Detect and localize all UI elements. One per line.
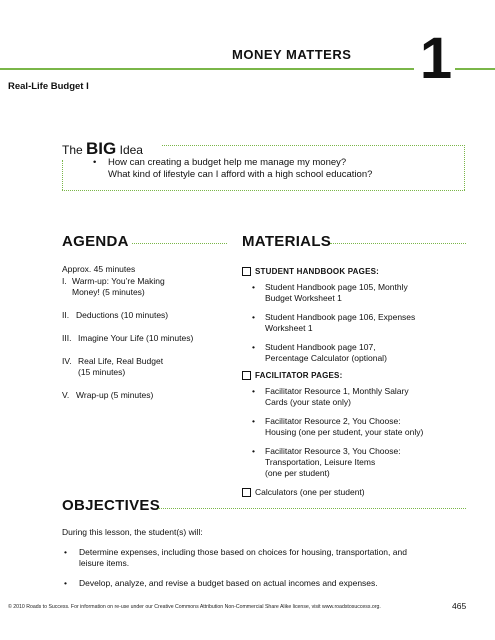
materials-group-calculators [242,487,482,498]
big-idea-border-bottom [62,190,465,191]
materials-item-line: Student Handbook page 105, Monthly [265,282,408,292]
objective-item [62,578,482,589]
bullet-icon: • [252,386,255,396]
agenda-item-line: Warm-up: You’re Making [72,276,165,286]
big-idea-border-left [62,160,63,190]
checkbox-icon [242,488,251,497]
bullet-icon: • [252,446,255,456]
materials-item [242,446,482,479]
materials-item [242,386,482,408]
checkbox-icon [242,267,251,276]
objectives-rule [158,508,466,509]
bullet-icon: • [64,578,67,588]
materials-item-line: (one per student) [265,468,330,478]
big-idea-big: BIG [86,139,117,158]
bullet-icon: • [252,416,255,426]
materials-item-line: Student Handbook page 106, Expenses [265,312,416,322]
materials-item-line: Student Handbook page 107, [265,342,376,352]
agenda-item-number: III. [62,333,72,343]
materials-group-title: STUDENT HANDBOOK PAGES: [255,267,380,276]
materials-item-line: Budget Worksheet 1 [265,293,342,303]
materials-item [242,312,482,334]
agenda-item-number: II. [62,310,70,320]
bullet-icon: • [64,547,67,557]
big-idea-border-right [464,145,465,190]
agenda-item [62,356,232,378]
agenda-item-line: Wrap-up (5 minutes) [76,390,154,400]
materials-item [242,342,482,364]
objectives-intro: During this lesson, the student(s) will: [62,527,203,537]
page-number: 465 [452,601,467,611]
unit-title: MONEY MATTERS [232,47,352,62]
header-rule [0,68,414,70]
agenda-item-line: Money! (5 minutes) [72,287,145,297]
big-idea-border-top [162,145,465,146]
big-idea-line: What kind of lifestyle can I afford with a high school education? [108,169,373,180]
materials-item [242,282,482,304]
materials-item-line: Transportation, Leisure Items [265,457,376,467]
objective-line: Determine expenses, including those based on choices for housing, transportation, and [79,547,407,557]
agenda-item [62,310,232,321]
materials-item-line: Facilitator Resource 1, Monthly Salary [265,386,409,396]
header-rule-right [455,68,495,70]
materials-group-facilitator [242,370,482,381]
materials-calculators: Calculators (one per student) [255,487,365,497]
objective-item [62,547,482,569]
agenda-item [62,390,232,401]
agenda-heading: AGENDA [62,233,129,250]
big-idea-prefix: The [62,143,83,157]
materials-item-line: Worksheet 1 [265,323,313,333]
materials-rule [330,243,466,244]
bullet-icon: • [252,282,255,292]
lesson-title: Real-Life Budget I [8,81,89,92]
materials-list [242,266,482,498]
objective-line: leisure items. [79,558,130,568]
agenda-item-number: I. [62,276,67,286]
lesson-number: 1 [419,26,453,91]
bullet-icon: • [252,312,255,322]
agenda-item-line: Real Life, Real Budget [78,356,164,366]
materials-heading: MATERIALS [242,233,332,250]
bullet-icon: • [252,342,255,352]
materials-item [242,416,482,438]
materials-item-line: Housing (one per student, your state only) [265,427,424,437]
materials-group-title: FACILITATOR PAGES: [255,371,343,380]
objectives-list [62,527,482,589]
agenda-item-line: (15 minutes) [78,367,126,377]
materials-item-line: Facilitator Resource 3, You Choose: [265,446,401,456]
big-idea-heading [62,139,143,159]
agenda-item-number: V. [62,390,70,400]
agenda-intro: Approx. 45 minutes [62,264,136,274]
agenda-item-line: Deductions (10 minutes) [76,310,169,320]
agenda-item-line: Imagine Your Life (10 minutes) [78,333,194,343]
agenda-list [62,264,232,401]
big-idea-question [93,157,463,181]
objectives-heading: OBJECTIVES [62,497,161,514]
agenda-item [62,276,232,298]
materials-group-student [242,266,482,277]
agenda-item-number: IV. [62,356,72,366]
materials-item-line: Cards (your state only) [265,397,351,407]
agenda-rule [132,243,227,244]
objective-line: Develop, analyze, and revise a budget based on actual incomes and expenses. [79,578,378,588]
materials-item-line: Percentage Calculator (optional) [265,353,387,363]
checkbox-icon [242,371,251,380]
agenda-item [62,333,232,344]
bullet-icon: • [93,157,97,168]
big-idea-line: How can creating a budget help me manage my money? [108,157,347,168]
big-idea-suffix: Idea [119,143,143,157]
materials-item-line: Facilitator Resource 2, You Choose: [265,416,401,426]
copyright-footer: © 2010 Roads to Success. For information on re-use under our Creative Commons Attribution Non-Commercial Share Alike license, visit www.roadstosuccess.org. [8,604,381,610]
